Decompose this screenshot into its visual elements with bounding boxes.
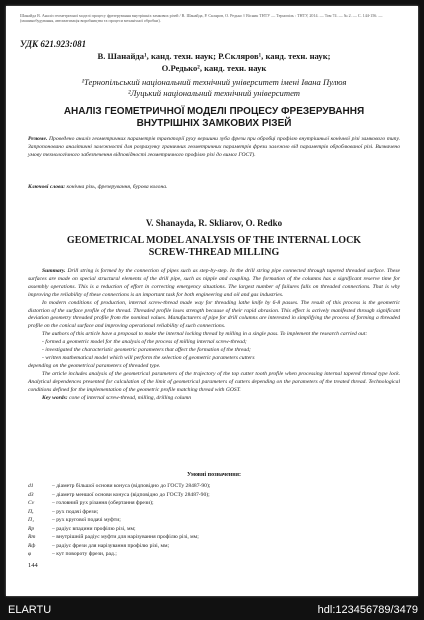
abstract-uk-label: Резюме.: [28, 136, 48, 142]
title-en-line1: GEOMETRICAL MODEL ANALYSIS OF THE INTERNAL LOCK: [66, 235, 362, 246]
title-en: [20, 235, 408, 259]
notation-symbol: Rф: [28, 542, 36, 549]
paragraph-4: The article includes analysis of the geometrical parameters of the trajectory of the top cutter tooth profile when processing internal tapered thread type lock. Analytical dependences presented for calculation of the limit of geometrical parameters of cutters depending on the parameters of the treated thread. Technological conditions defined for the implementation of the geometric profile matching thread with GOST.: [28, 370, 400, 393]
udk-code: УДК 621.923:081: [20, 39, 87, 49]
notation-row: [28, 550, 400, 559]
notation-row: [28, 508, 400, 517]
paragraph-3: The authors of this article have a proposal to make the internal locking thread by milling in a single pass. To implement the research carried out:: [42, 331, 368, 338]
affiliation-2: ²Луцький національний технічний університет: [128, 88, 300, 98]
bullet-1: - formed a geometric model for the analysis of the process of milling internal screw-thread;: [42, 339, 247, 346]
keywords-uk: [28, 184, 400, 192]
notation-row: [28, 525, 400, 534]
notation-symbol: Cv: [28, 500, 35, 506]
title-en-line2: SCREW-THREAD MILLING: [148, 247, 280, 258]
title-uk-line2: ВНУТРІШНІХ ЗАМКОВИХ РІЗЕЙ: [136, 118, 292, 129]
paragraph-2: In modern conditions of production, internal screw-thread made way for threading lathe knife by 6-8 passes. The result of this process is the geometric distortion of the surface profile of the thread. Threaded profile loses strength because of their rapid abrasion. This effect is actively manifested through significant deviation geometry threaded profile from the nominal values. Manufacturers of pipe for drill columns are interested in simplifying the process of forming a threaded profile on the conical surface and improving operational reliability of such connections.: [28, 299, 400, 330]
notation-row: [28, 499, 400, 508]
notation-description: – кут повороту фрези, рад.;: [52, 551, 117, 557]
notation-symbol: d3: [28, 491, 34, 498]
notation-heading: Умовні позначення:: [187, 472, 241, 478]
bullet-3: - written mathematical model which will perform the selection of geometric parameters cutters: [42, 354, 255, 361]
keywords-uk-label: Ключові слова:: [28, 184, 66, 190]
notation-description: – внутрішній радіус муфти для нарізування профілю різі, мм;: [52, 534, 199, 540]
affiliations: [20, 77, 408, 99]
summary-en: [28, 268, 400, 402]
notation-symbol: Пₓ: [28, 508, 34, 515]
notation-description: – головний рух різання (обертання фрези);: [52, 500, 154, 506]
keywords-en: [28, 395, 400, 403]
notation-description: – рух подачі фрези;: [52, 508, 99, 515]
bullet-2: - investigated the characteristic geometric parameters that affect the formation of the thread;: [42, 347, 251, 354]
notation-row: [28, 533, 400, 542]
authors-uk-line2: О.Редько², канд. техн. наук: [161, 63, 267, 73]
authors-uk: [20, 50, 408, 74]
keywords-uk-text: конічна різь, фрезерування, бурова колона.: [65, 184, 168, 190]
notation-row: [28, 516, 400, 525]
notation-row: [28, 482, 400, 491]
authors-en: V. Shanayda, R. Skliarov, O. Redko: [145, 218, 283, 228]
notation-symbol: φ: [28, 551, 32, 557]
page-number: 144: [28, 562, 38, 569]
citation-header: Шанайда В. Аналіз геометричної моделі процесу фрезерування внутрішніх замкових різей / В. Шанайда, Р. Скляров, О. Редько // Вісник ТНТУ — Тернопіль : ТНТУ, 2014. — Том 74. — № 2. — С. 144-156. — (машинобудування, автоматизація виробництва та процеси механічної обробки).: [20, 13, 383, 24]
abstract-uk: [28, 136, 400, 160]
summary-label: Summary.: [42, 268, 66, 274]
handle-link[interactable]: hdl:123456789/3479: [317, 604, 418, 616]
title-uk-line1: АНАЛІЗ ГЕОМЕТРИЧНОЇ МОДЕЛІ ПРОЦЕСУ ФРЕЗЕРУВАННЯ: [63, 106, 365, 117]
notation-description: – радіус впадини профілю різі, мм;: [52, 525, 136, 532]
title-uk: [20, 106, 408, 130]
abstract-uk-text: Проведено аналіз геометричних параметрів траєкторії руху вершини зуба фрези при обробці профілю внутрішньої конічної різі замкового типу. Запропоновано аналітичні залежності для розрахунку граничних геометричних параметрів фрези залежно від параметрів оброблюваної різі. Визначено умову технологічного забезпечення відповідності геометричного профілю різі до вимог ГОСТ).: [28, 136, 400, 158]
notation-symbol: Rm: [28, 534, 36, 540]
notation-symbol: Rp: [28, 525, 35, 532]
authors-uk-line1: В. Шанайда¹, канд. техн. наук; Р.Скляров¹, канд. техн. наук;: [97, 51, 331, 61]
notation-list: [28, 482, 400, 559]
document-page: [6, 6, 418, 596]
notation-description: – рух кругової подачі муфти;: [52, 517, 121, 523]
notation-symbol: П₁: [28, 517, 34, 523]
bullet-3-continuation: depending on the geometrical parameters of threaded type.: [28, 362, 161, 369]
viewer-footer: [0, 602, 424, 620]
affiliation-1: ¹Тернопільський національний технічний університет імені Івана Пулюя: [81, 77, 347, 87]
summary-paragraph: [28, 268, 400, 300]
notation-symbol: d1: [28, 483, 34, 489]
keywords-en-text: cone of internal screw-thread, milling, drilling column: [67, 394, 192, 401]
notation-row: [28, 542, 400, 551]
notation-row: [28, 491, 400, 500]
keywords-en-label: Key words:: [42, 394, 68, 401]
notation-description: – діаметр більшої основи конуса (відповідно до ГОСТу 28487-90);: [52, 483, 211, 489]
repository-label: ELARTU: [8, 604, 52, 616]
summary-text: Drill string is formed by the connection of pipes such as step-by-step. In the drill string pipe connected through tapered threaded surface. These surfaces are made on special structural elements of the drill pipe, such as nipple and coupling. The formation of the columns has a significant reserve time for assembly operations. This is a reduction of effort in correcting emergency situations. The largest number of failures falls on threaded connections. That is why improving the reliability of these connections is an important task for both engineering and oil and gas industries.: [28, 268, 400, 298]
notation-description: – діаметр меншої основи конуса (відповідно до ГОСТу 28487-90);: [52, 491, 210, 498]
notation-description: – радіус фрези для нарізування профілю різі, мм;: [52, 542, 170, 549]
